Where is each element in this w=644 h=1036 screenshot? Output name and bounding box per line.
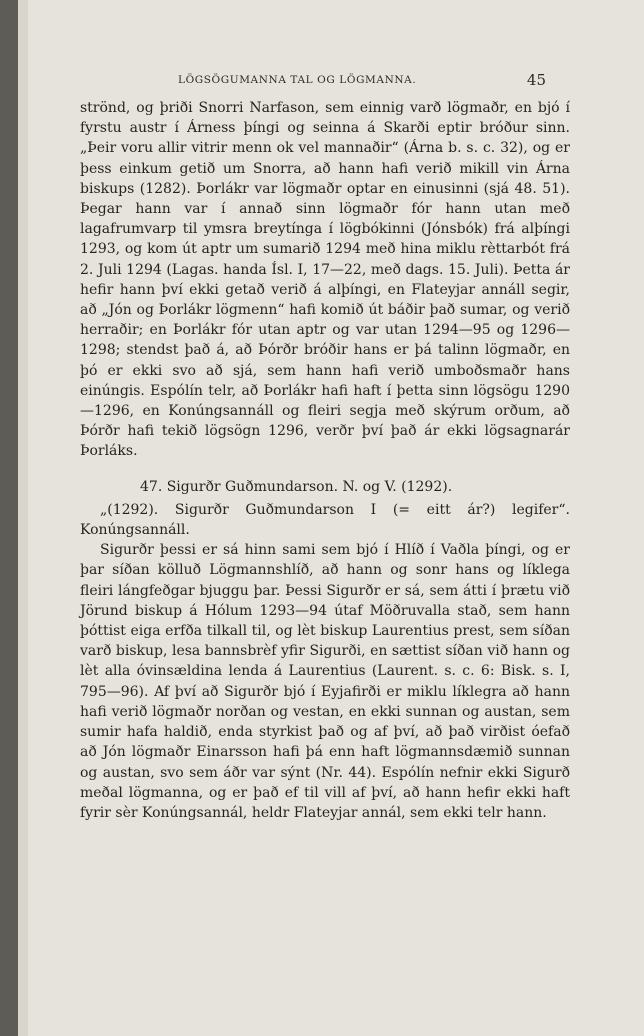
header-title: LÖGSÖGUMANNA TAL OG LÖGMANNA.: [178, 74, 417, 86]
book-page: [18, 0, 644, 1036]
quotation: „(1292). Sigurðr Guðmundarson I (= eitt ár?) legifer“. Konúngsannáll.: [80, 501, 570, 539]
running-header: [178, 71, 546, 89]
page-number: 45: [526, 71, 546, 89]
page-gutter: [18, 0, 28, 1036]
section-heading: [80, 477, 570, 497]
paragraph: Sigurðr þessi er sá hinn sami sem bjó í Hlíð í Vaðla þíngi, og er þar síðan kölluð Lögmannshlíð, að hann og sonr hans og líklega fleiri lángfeðgar bjuggu þar. Þessi Sigurðr er sá, sem átti í þrætu við Jörund biskup á Hólum 1293—94 útaf Möðruvalla stað, sem hann þóttist eiga erfða tilkall til, og lèt biskup Laurentius prest, sem síðan varð biskup, lesa bannsbrèf yfir Sigurði, en sættist síðan við hann og lèt alla óvinsældina lenda á Laurentius (Laurent. s. c. 6: Bisk. s. I, 795—96). Af því að Sigurðr bjó í Eyjafirði er miklu líklegra að hann hafi verið lögmaðr norðan og vestan, en ekki sunnan og austan, sem sumir hafa haldið, enda styrkist það og af því, að það virðist óefað að Jón lögmaðr Einarsson hafi þá enn haft lögmannsdæmið sunnan og austan, svo sem áðr var sýnt (Nr. 44). Espólín nefnir ekki Sigurð meðal lögmanna, og er það ef til vill af því, að hann hefir ekki haft fyrir sèr Konúngsannál, heldr Flateyjar annál, sem ekki telr hann.: [80, 542, 570, 821]
section-heading-text: Sigurðr Guðmundarson. N. og V. (1292).: [166, 478, 453, 495]
section-number: 47.: [140, 478, 163, 495]
body-text: [80, 98, 570, 823]
paragraph: strönd, og þriði Snorri Narfason, sem einnig varð lögmaðr, en bjó í fyrstu austr í Árness þíngi og seinna á Skarði eptir bróður sinn. „Þeir voru allir vitrir menn ok vel mannaðir“ (Árna b. s. c. 32), og er þess einkum getið um Snorra, að hann hafi verið mikill vin Árna biskups (1282). Þorlákr var lögmaðr optar en einusinni (sjá 48. 51). Þegar hann var í annað sinn lögmaðr fór hann utan með lagafrumvarp til ymsra breytínga í lögbókinni (Jónsbók) frá alþíngi 1293, og kom út aptr um sumarið 1294 með hina miklu rèttarbót frá 2. Juli 1294 (Lagas. handa Ísl. I, 17—22, með dags. 15. Juli). Þetta ár hefir hann því ekki getað verið á alþíngi, en Flateyjar annáll segir, að „Jón og Þorlákr lögmenn“ hafi komið út báðir það sumar, og verið herraðir; en Þorlákr fór utan aptr og var utan 1294—95 og 1296—1298; stendst það á, að Þórðr bróðir hans er þá talinn lögmaðr, en þó er ekki svo að sjá, sem hann hafi verið umboðsmaðr hans einúngis. Espólín telr, að Þorlákr hafi haft í þetta sinn lögsögu 1290—1296, en Konúngsannáll og fleiri segja með skýrum orðum, að Þórðr hafi tekið lögsögn 1296, verðr því það ár ekki lögsagnarár Þorláks.: [80, 100, 570, 460]
